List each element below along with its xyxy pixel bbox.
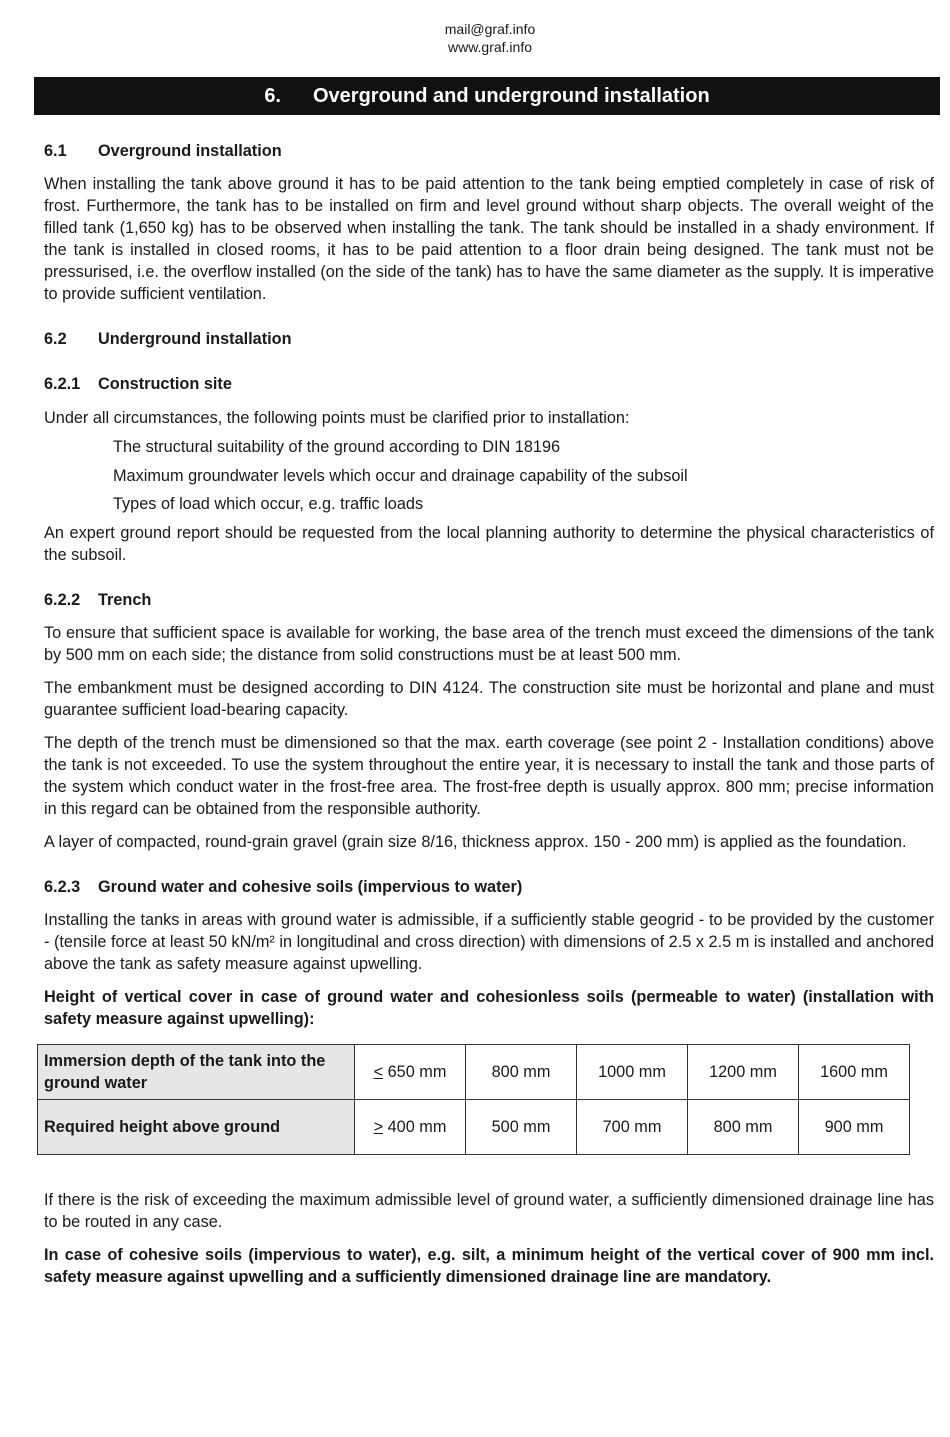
section-number: 6.2.3	[44, 877, 81, 896]
cover-height-table	[37, 1044, 910, 1155]
table-cell: 700 mm	[577, 1099, 688, 1154]
list-item: The structural suitability of the ground according to DIN 18196	[113, 438, 561, 456]
table-cell: 500 mm	[466, 1099, 577, 1154]
paragraph-bold: Height of vertical cover in case of ground water and cohesionless soils (permeable to water) (installation with safety measure against upwelling):	[44, 987, 934, 1028]
paragraph: The embankment must be designed according to DIN 4124. The construction site must be horizontal and plane and must guarantee sufficient load-bearing capacity.	[44, 678, 934, 719]
section-heading-6-2-2	[44, 589, 934, 611]
cell-value: 650 mm	[383, 1062, 447, 1081]
less-equal-symbol: <	[373, 1062, 384, 1081]
clarification-list	[113, 436, 934, 515]
list-item: Types of load which occur, e.g. traffic loads	[113, 495, 424, 513]
section-heading-6-2	[44, 328, 934, 350]
section-title: Construction site	[98, 375, 232, 393]
paragraph: If there is the risk of exceeding the maximum admissible level of ground water, a sufficiently dimensioned drainage line has to be routed in any case.	[44, 1190, 934, 1231]
table-row	[38, 1044, 910, 1099]
section-number: 6.1	[44, 142, 67, 160]
section-title: Trench	[98, 590, 152, 609]
header-email: mail@graf.info	[444, 21, 536, 37]
table-cell	[355, 1099, 466, 1154]
paragraph: When installing the tank above ground it has to be paid attention to the tank being emptied completely in case of risk of frost. Furthermore, the tank has to be installed on firm and level ground without sharp objects. The overall weight of the filled tank (1,650 kg) has to be observed when installing the tank. The tank should be installed in a shady environment. If the tank is installed in closed rooms, it has to be paid attention to a floor drain being designed. The tank must not be pressurised, i.e. the overflow installed (on the side of the tank) has to have the same diameter as the supply. It is imperative to provide sufficient ventilation.	[44, 175, 934, 303]
greater-equal-symbol: >	[373, 1117, 384, 1136]
table-cell: 800 mm	[688, 1099, 799, 1154]
paragraph: Under all circumstances, the following points must be clarified prior to installation:	[44, 409, 630, 427]
table-cell: 1600 mm	[799, 1044, 910, 1099]
table-cell: 1000 mm	[577, 1044, 688, 1099]
row-label: Immersion depth of the tank into the ground water	[38, 1044, 355, 1099]
table-row	[38, 1099, 910, 1154]
paragraph: To ensure that sufficient space is available for working, the base area of the trench must exceed the dimensions of the tank by 500 mm on each side; the distance from solid constructions must be at least 500 mm.	[44, 623, 934, 664]
row-label: Required height above ground	[38, 1099, 355, 1154]
section-title: Overground installation	[98, 142, 282, 160]
paragraph: Installing the tanks in areas with ground water is admissible, if a sufficiently stable geogrid - to be provided by the customer - (tensile force at least 50 kN/m² in longitudinal and cross direction) with dimensions of 2.5 x 2.5 m is installed and anchored above the tank as safety measure against upwelling.	[44, 910, 934, 973]
paragraph: The depth of the trench must be dimensioned so that the max. earth coverage (see point 2 - Installation conditions) above the tank is not exceeded. To use the system throughout the entire year, it is necessary to install the tank and those parts of the system which conduct water in the frost-free area. The frost-free depth is usually approx. 800 mm; precise information in this regard can be obtained from the responsible authority.	[44, 733, 934, 818]
document-body	[44, 140, 934, 1288]
table-cell	[355, 1044, 466, 1099]
chapter-title: Overground and underground installation	[313, 84, 710, 107]
paragraph-bold: In case of cohesive soils (impervious to water), e.g. silt, a minimum height of the vertical cover of 900 mm incl. safety measure against upwelling and a sufficiently dimensioned drainage line are mandatory.	[44, 1245, 934, 1286]
header-website: www.graf.info	[447, 39, 533, 55]
paragraph: An expert ground report should be requested from the local planning authority to determine the physical characteristics of the subsoil.	[44, 523, 934, 564]
table-cell: 1200 mm	[688, 1044, 799, 1099]
section-number: 6.2	[44, 330, 67, 348]
table-cell: 800 mm	[466, 1044, 577, 1099]
section-title: Ground water and cohesive soils (impervious to water)	[98, 877, 523, 896]
table-cell: 900 mm	[799, 1099, 910, 1154]
paragraph: A layer of compacted, round-grain gravel (grain size 8/16, thickness approx. 150 - 200 mm) is applied as the foundation.	[44, 832, 907, 851]
cell-value: 400 mm	[383, 1117, 447, 1136]
section-number: 6.2.1	[44, 375, 81, 393]
chapter-number: 6.	[264, 84, 281, 107]
page-header	[0, 20, 950, 56]
list-item: Maximum groundwater levels which occur and drainage capability of the subsoil	[113, 466, 688, 485]
section-number: 6.2.2	[44, 590, 81, 609]
section-heading-6-2-1	[44, 373, 934, 395]
section-heading-6-2-3	[44, 876, 934, 898]
section-heading-6-1	[44, 140, 934, 162]
chapter-banner	[34, 77, 940, 115]
section-title: Underground installation	[98, 330, 292, 348]
